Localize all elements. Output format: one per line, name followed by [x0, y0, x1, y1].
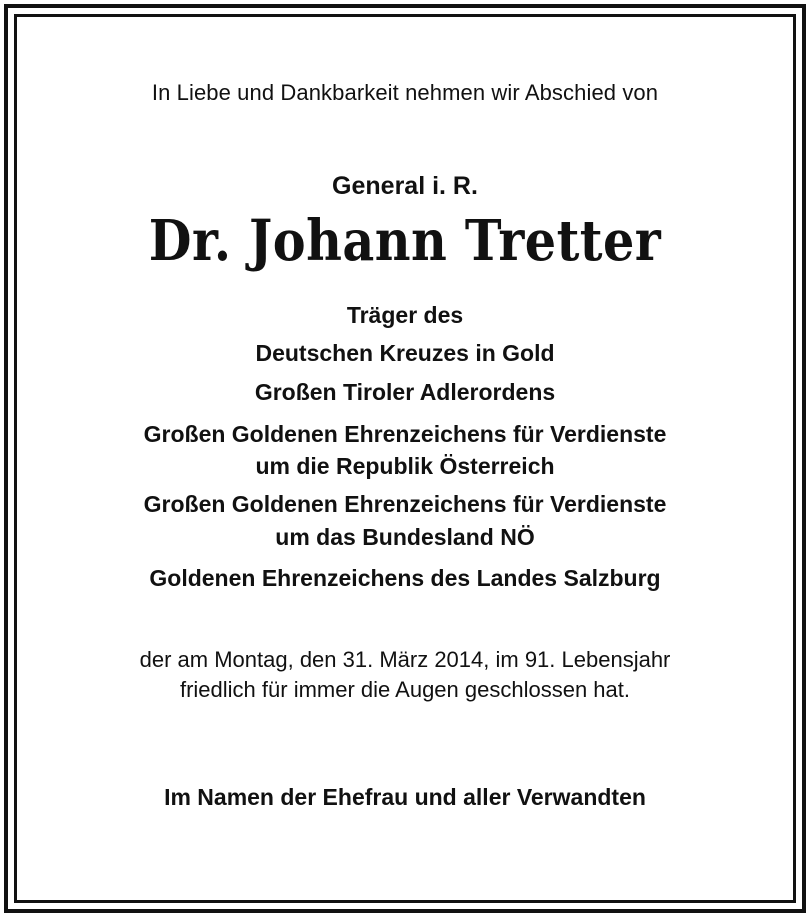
honor-item-continuation: um das Bundesland NÖ: [275, 524, 535, 550]
closing-signature: Im Namen der Ehefrau und aller Verwandten: [164, 784, 646, 810]
honor-item: Großen Goldenen Ehrenzeichens für Verdienste: [143, 421, 667, 447]
intro-text: In Liebe und Dankbarkeit nehmen wir Abschied von: [151, 80, 659, 105]
death-text-line: friedlich für immer die Augen geschlossen hat.: [179, 677, 630, 702]
honor-item-continuation: um die Republik Österreich: [255, 453, 555, 479]
honor-item: Großen Goldenen Ehrenzeichens für Verdienste: [143, 491, 667, 517]
rank-title: General i. R.: [332, 172, 478, 200]
death-text-line: der am Montag, den 31. März 2014, im 91. Lebensjahr: [139, 647, 671, 672]
deceased-name: Dr. Johann Tretter: [148, 208, 662, 274]
honors-intro: Träger des: [346, 302, 464, 328]
honor-item: Großen Tiroler Adlerordens: [254, 379, 556, 405]
honor-item: Deutschen Kreuzes in Gold: [255, 340, 555, 366]
honor-item: Goldenen Ehrenzeichens des Landes Salzburg: [149, 565, 661, 591]
